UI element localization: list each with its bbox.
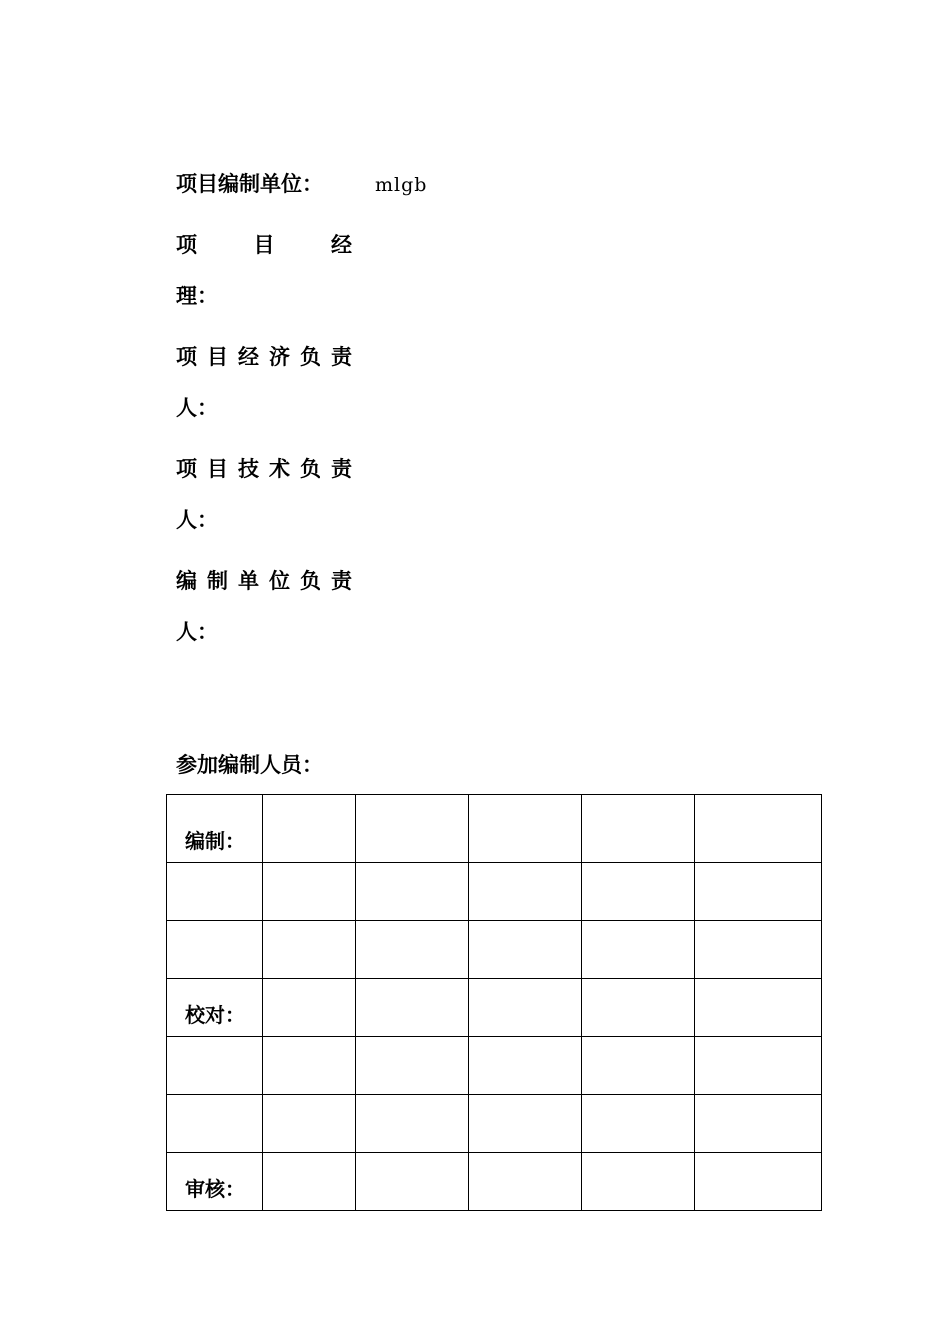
table-cell [582, 795, 695, 863]
table-cell [469, 921, 582, 979]
compile-unit-label: 项目编制单位： [176, 172, 323, 196]
char: 负 [300, 569, 321, 593]
table-cell [582, 1095, 695, 1153]
table-row [167, 1153, 822, 1211]
char: 经 [238, 345, 259, 369]
row-label [167, 1095, 263, 1153]
table-cell [469, 795, 582, 863]
table-cell [356, 1153, 469, 1211]
char: 责 [331, 457, 352, 481]
char: 技 [238, 457, 259, 481]
char: 位 [269, 569, 290, 593]
table-cell [469, 1095, 582, 1153]
char: 经 [331, 233, 352, 257]
table-cell [356, 921, 469, 979]
table-cell [582, 979, 695, 1037]
participants-table [166, 794, 822, 1211]
table-cell [263, 863, 356, 921]
compile-unit-value: mlgb [375, 174, 428, 196]
table-cell [356, 979, 469, 1037]
table-row [167, 1037, 822, 1095]
table-cell [356, 795, 469, 863]
char: 责 [331, 345, 352, 369]
table-row [167, 1095, 822, 1153]
row-label: 编制： [167, 795, 263, 863]
table-row [167, 979, 822, 1037]
char: 济 [269, 345, 290, 369]
char: 项 [176, 457, 197, 481]
table-cell [582, 1037, 695, 1095]
table-row [167, 795, 822, 863]
table-cell [469, 1037, 582, 1095]
char: 术 [269, 457, 290, 481]
table-cell [582, 921, 695, 979]
char: 目 [207, 457, 228, 481]
table-cell [695, 921, 822, 979]
unit-lead-line2: 人： [176, 620, 218, 644]
table-cell [263, 1095, 356, 1153]
char: 项 [176, 233, 197, 257]
table-cell [695, 1095, 822, 1153]
table-cell [356, 863, 469, 921]
project-manager-line2: 理： [176, 284, 218, 308]
table-cell [263, 921, 356, 979]
economic-lead-line2: 人： [176, 396, 218, 420]
participants-heading: 参加编制人员： [176, 753, 323, 777]
table-cell [263, 795, 356, 863]
technical-lead-line2: 人： [176, 508, 218, 532]
char: 项 [176, 345, 197, 369]
table-cell [356, 1037, 469, 1095]
economic-lead-line1 [176, 342, 352, 370]
row-label [167, 863, 263, 921]
table-cell [695, 1153, 822, 1211]
table-cell [263, 1153, 356, 1211]
table-cell [695, 863, 822, 921]
row-label [167, 921, 263, 979]
char: 负 [300, 457, 321, 481]
table-cell [695, 1037, 822, 1095]
char: 目 [253, 233, 275, 257]
char: 编 [176, 569, 197, 593]
row-label [167, 1037, 263, 1095]
table-cell [582, 863, 695, 921]
table-cell [356, 1095, 469, 1153]
char: 责 [331, 569, 352, 593]
row-label: 审核： [167, 1153, 263, 1211]
table-cell [263, 1037, 356, 1095]
unit-lead-line1 [176, 566, 352, 594]
table-cell [469, 979, 582, 1037]
table-row [167, 921, 822, 979]
table-cell [695, 979, 822, 1037]
char: 制 [207, 569, 228, 593]
project-manager-line1 [176, 230, 352, 258]
table-cell [263, 979, 356, 1037]
technical-lead-line1 [176, 454, 352, 482]
table-cell [582, 1153, 695, 1211]
table-cell [469, 863, 582, 921]
char: 单 [238, 569, 259, 593]
table-row [167, 863, 822, 921]
row-label: 校对： [167, 979, 263, 1037]
table-cell [695, 795, 822, 863]
char: 负 [300, 345, 321, 369]
table-cell [469, 1153, 582, 1211]
char: 目 [207, 345, 228, 369]
